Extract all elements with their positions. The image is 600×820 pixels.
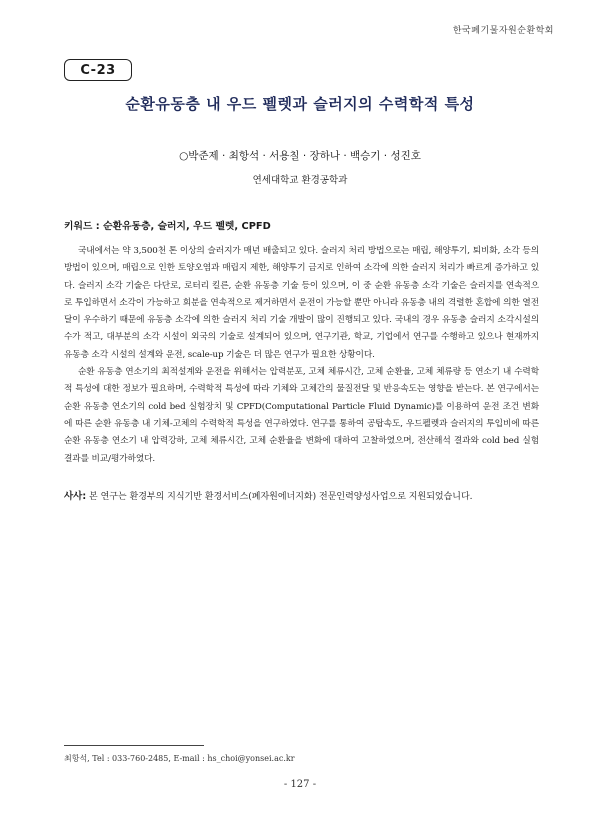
- author-list: ○박준제 · 최항석 · 서용칠 · 장하나 · 백승기 · 성진호: [179, 150, 421, 162]
- page-number: - 127 -: [283, 779, 317, 790]
- corresponding-author-footnote: 최항석, Tel : 033-760-2485, E-mail : hs_choi@yonsei.ac.kr: [64, 754, 295, 763]
- author-affiliation: 연세대학교 환경공학과: [252, 175, 348, 186]
- paragraph-1: 국내에서는 약 3,500천 톤 이상의 슬러지가 매년 배출되고 있다. 슬러지 처리 방법으로는 매립, 해양투기, 퇴비화, 소각 등의 방법이 있으며, 매립으로 인한 토양오염과 매립지 제한, 해양투기 금지로 인하여 소각에 의한 슬러지 처리가 빠르게 증가하고 있다. 슬러지 소각 기술은 다단로, 로터리 킬른, 순환 유동층 기술 등이 있으며, 이 중 순환 유동층 소각 기술은 슬러지를 연속적으로 투입하면서 소각이 가능하고 회분을 연속적으로 제거하면서 운전이 가능할 뿐만 아니라 유동층 내의 격렬한 혼합에 의한 열전달이 우수하기 때문에 유동층 소각에 의한 슬러지 처리 기술 개발이 많이 진행되고 있다. 국내의 경우 유동층 슬러지 소각시설의 수가 적고, 대부분의 소각 시설이 외국의 기술로 설계되어 있으며, 연구기관, 학교, 기업에서 연구를 수행하고 있으나 현재까지 유동층 소각 시설의 설계와 운전, scale-up 기술은 더 많은 연구가 필요한 상황이다.: [64, 246, 539, 360]
- acknowledgement-lead: 사사:: [64, 491, 87, 502]
- acknowledgement-text: 본 연구는 환경부의 지식기반 환경서비스(폐자원에너지화) 전문인력양성사업으로 지원되었습니다.: [86, 492, 473, 502]
- paper-title: 순환유동층 내 우드 펠렛과 슬러지의 수력학적 특성: [125, 95, 475, 113]
- paper-code-badge: C-23: [64, 59, 132, 81]
- acknowledgement: [64, 490, 544, 504]
- abstract-body: [64, 243, 539, 468]
- journal-org-header: 한국폐기물자원순환학회: [452, 26, 554, 36]
- footnote-divider: [64, 745, 204, 746]
- paragraph-2: 순환 유동층 연소기의 최적설계와 운전을 위해서는 압력분포, 고체 체류시간, 고체 순환율, 고체 체류량 등 연소기 내 수력학적 특성에 대한 정보가 필요하며, 수력학적 특성에 따라 기체와 고체간의 물질전달 및 반응속도는 영향을 받는다. 본 연구에서는 순환 유동층 연소기의 cold bed 실험장치 및 CPFD(Computational Particle Fluid Dynamic)를 이용하여 운전 조건 변화에 따른 순환 유동층 내 기체-고체의 수력학적 특성을 연구하였다. 연구를 통하여 공탑속도, 우드펠렛과 슬러지의 투입비에 따른 순환 유동층 연소기 내 압력강하, 고체 체류시간, 고체 순환율을 변화에 대하여 고찰하였으며, 전산해석 결과와 cold bed 실험 결과를 비교/평가하였다.: [64, 367, 539, 464]
- keywords-line: 키워드 : 순환유동층, 슬러지, 우드 펠렛, CPFD: [64, 221, 271, 232]
